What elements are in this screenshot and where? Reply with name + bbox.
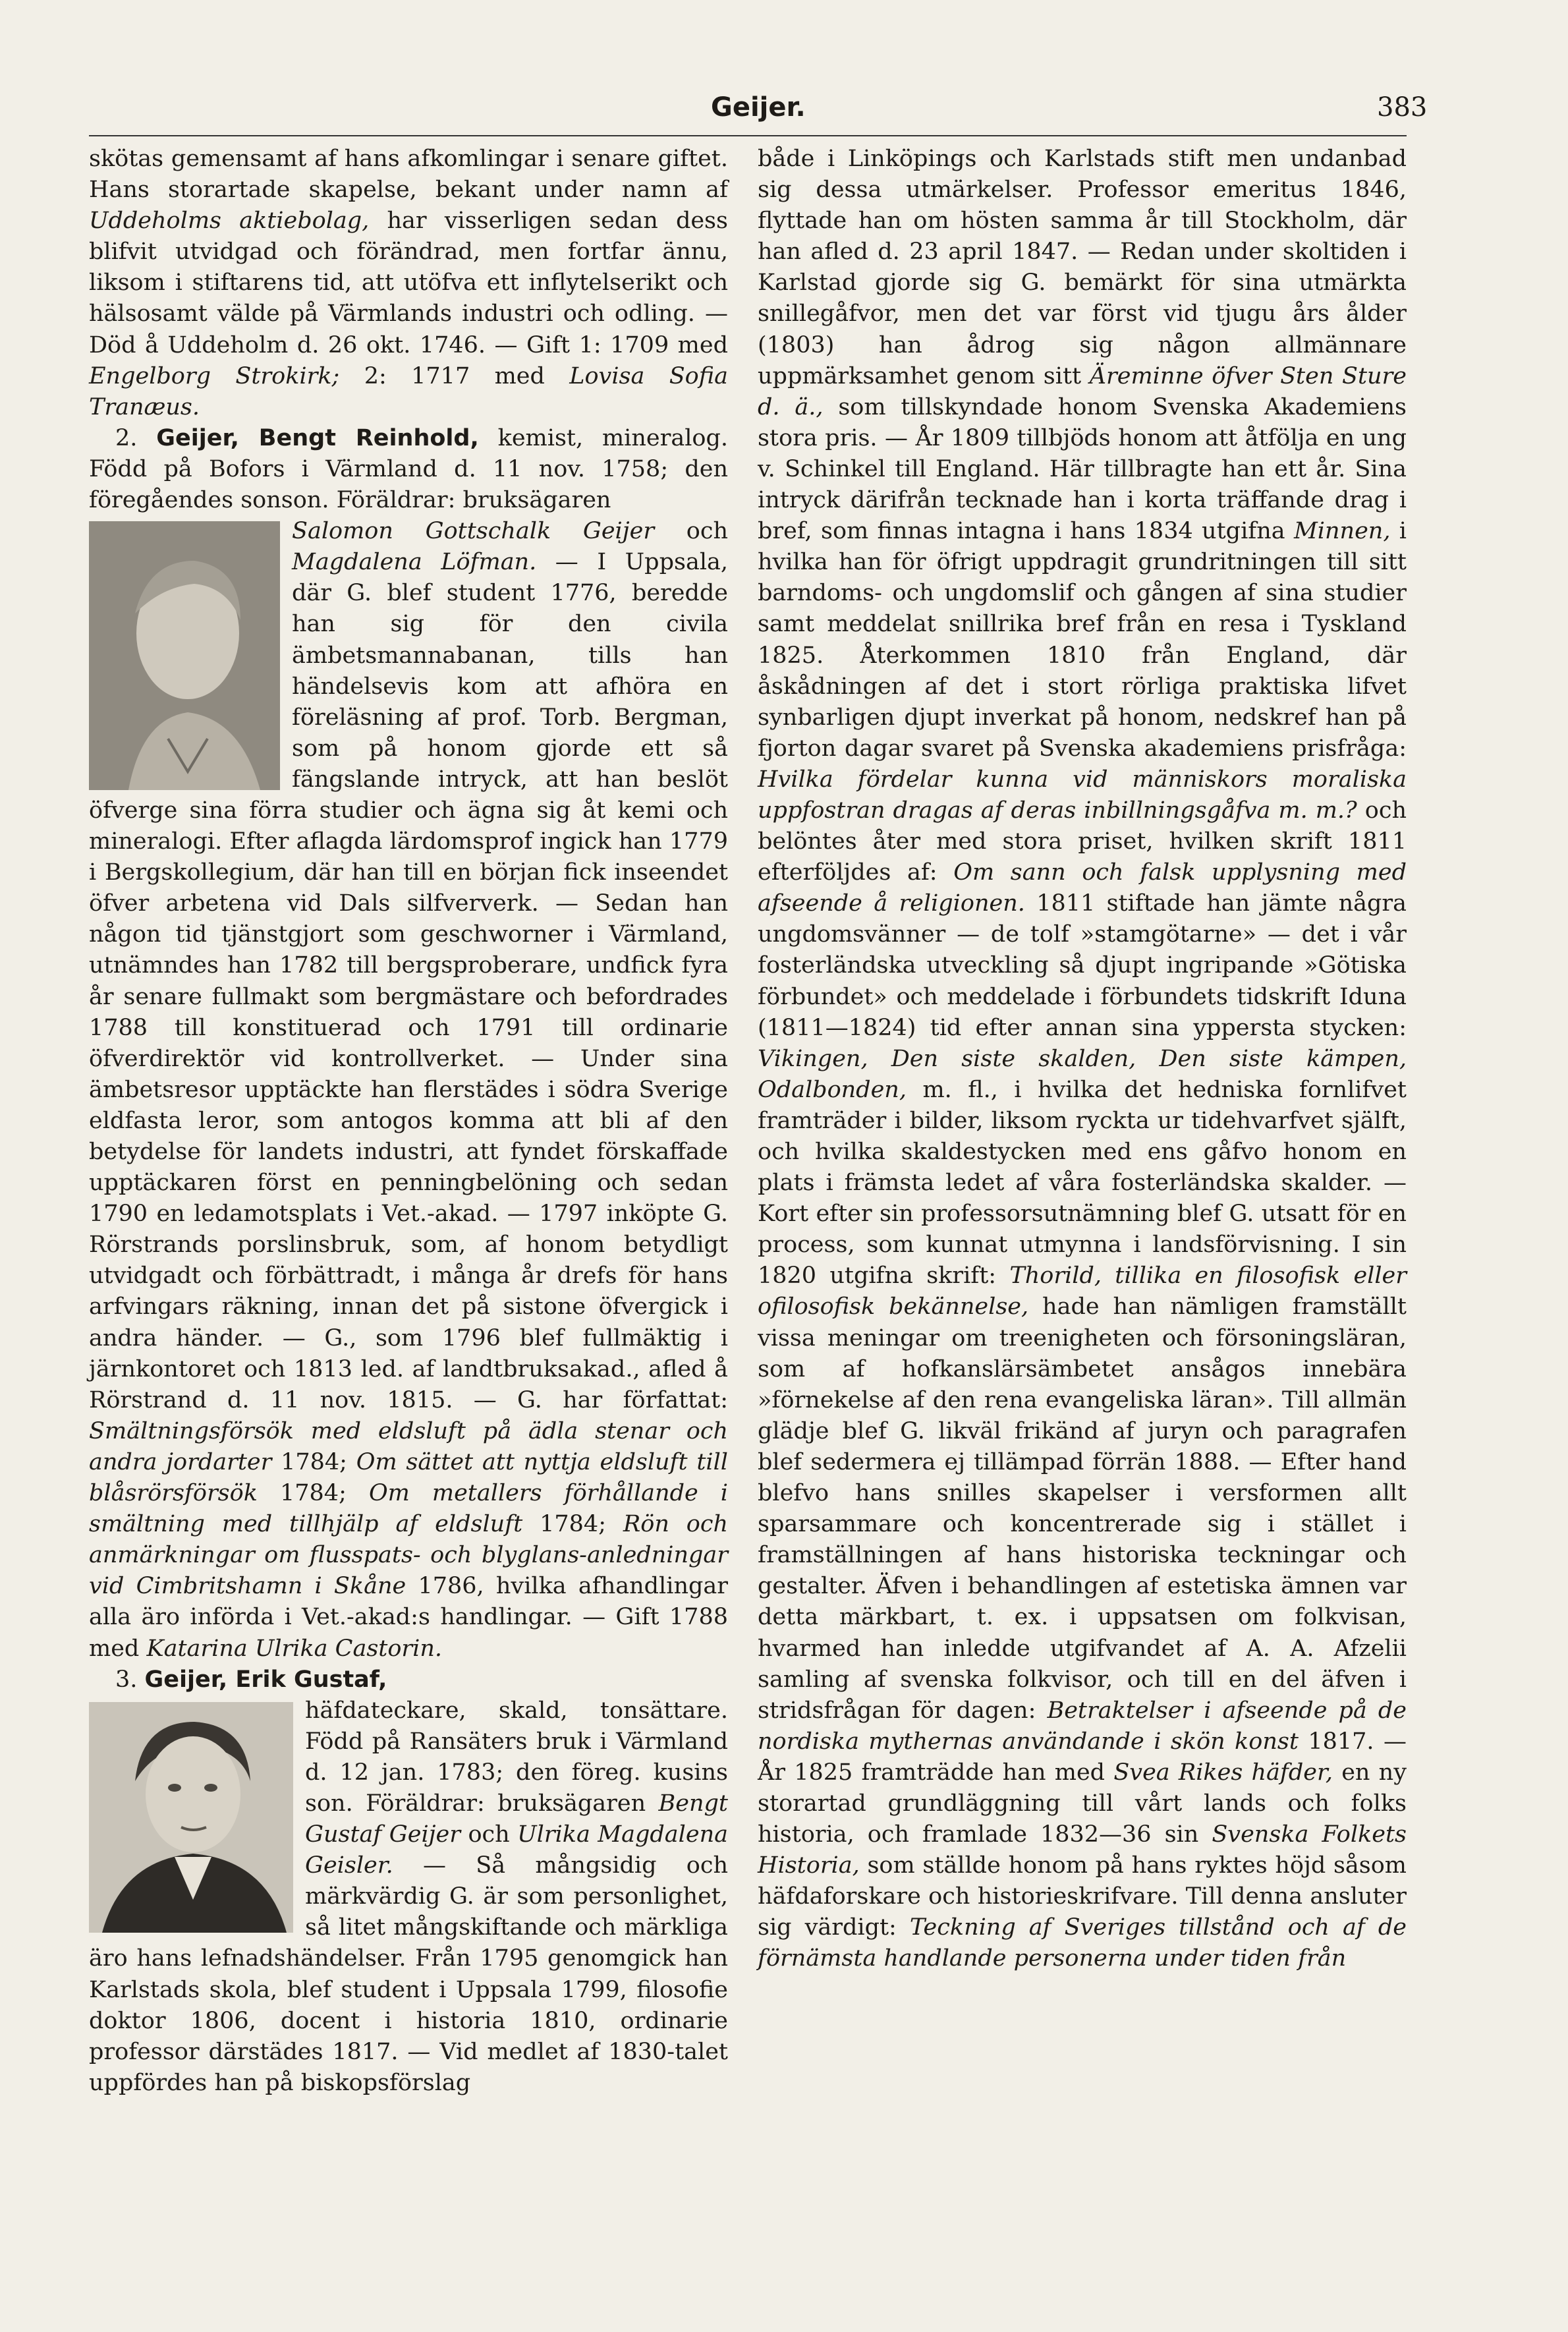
entry-heading: Geijer, Erik Gustaf, [144, 1666, 387, 1693]
portrait-image [89, 1702, 293, 1933]
right-column [758, 144, 1407, 1975]
running-title: Geijer. [711, 92, 806, 123]
left-column [89, 144, 728, 2099]
page-number: 383 [1377, 92, 1428, 123]
entry-2-body: Salomon Gottschalk Geijer och Magdalena Löfman. — I Uppsala, där G. blef student 1776, beredde han sig för den civila ämbetsmannabanan, tills han händelsevis kom att afhöra en föreläsning af prof. Torb. Bergman, som på honom gjorde ett så fängslande intryck, att han beslöt öfverge sina förra studier och ägna sig åt kemi och mineralogi. Efter aflagda lärdomsprof ingick han 1779 i Bergskollegium, där han till en början fick inseendet öfver arbetena vid Dals silfververk. — Sedan han någon tid tjänstgjort som geschworner i Värmland, utnämndes han 1782 till bergsproberare, undfick fyra år senare fullmakt som bergmästare och befordrades 1788 till konstituerad och 1791 till ordinarie öfverdirektör vid kontrollverket. — Under sina ämbetsresor upptäckte han flerstädes i södra Sverige eldfasta leror, som antogos komma att bli af den betydelse för landets industri, att fyndet förskaffade upptäckaren först en penningbelöning och sedan 1790 en ledamotsplats i Vet.-akad. — 1797 inköpte G. Rörstrands porslinsbruk, som, af honom betydligt utvidgadt och förbättradt, i många år drefs för hans arfvingars räkning, innan det på sistone öfvergick i andra händer. — G., som 1796 blef fullmäktig i järnkontoret och 1813 led. af landtbruksakad., afled å Rörstrand d. 11 nov. 1815. — G. har författat: Smältningsförsök med eldsluft på ädla stenar och andra jordarter 1784; Om sättet att nyttja eldsluft till blåsrörsförsök 1784; Om metallers förhållande i smältning med tillhjälp af eldsluft 1784; Rön och anmärkningar om flusspats- och blyglans-anledningar vid Cimbritshamn i Skåne 1786, hvilka afhandlingar alla äro införda i Vet.-akad:s handlingar. — Gift 1788 med Katarina Ulrika Castorin. [89, 518, 728, 1662]
entry-3-erik-gustaf: 3. Geijer, Erik Gustaf, [115, 1666, 387, 1693]
entry-2-bengt-reinhold: 2. Geijer, Bengt Reinhold, kemist, mineralog. Född på Bofors i Värmland d. 11 nov. 1758; den föregåendes sonson. Föräldrar: bruksägaren [89, 424, 728, 514]
entry-heading: Geijer, Bengt Reinhold, [156, 424, 479, 451]
portrait-bengt-reinhold-geijer [89, 521, 280, 790]
entry-3-body: häfdateckare, skald, tonsättare. Född på Ransäters bruk i Värmland d. 12 jan. 1783; den föreg. kusins son. Föräldrar: bruksägaren Bengt Gustaf Geijer och Ulrika Magdalena Geisler. — Så mångsidig och märkvärdig G. är som personlighet, så litet mångskiftande och märkliga äro hans lefnadshändelser. Från 1795 genomgick han Karlstads skola, blef student i Uppsala 1799, filosofie doktor 1806, docent i historia 1810, ordinarie professor därstädes 1817. — Vid medlet af 1830-talet uppfördes han på biskopsförslag [89, 1697, 728, 2096]
portrait-image [89, 521, 280, 790]
header-rule [89, 135, 1407, 136]
entry-1-continuation: skötas gemensamt af hans afkomlingar i senare giftet. Hans storartade skapelse, bekant under namn af Uddeholms aktiebolag, har visserligen sedan dess blifvit utvidgad och förändrad, men fortfar ännu, liksom i stiftarens tid, att utöfva ett inflytelserikt och hälsosamt välde på Värmlands industri och odling. — Död å Uddeholm d. 26 okt. 1746. — Gift 1: 1709 med Engelborg Strokirk; 2: 1717 med Lovisa Sofia Tranæus. [89, 146, 728, 420]
portrait-erik-gustaf-geijer [89, 1702, 293, 1933]
entry-3-continuation: både i Linköpings och Karlstads stift men undanbad sig dessa utmärkelser. Professor emeritus 1846, flyttade han om hösten samma år till Stockholm, där han afled d. 23 april 1847. — Redan under skoltiden i Karlstad gjorde sig G. bemärkt för sina utmärkta snillegåfvor, men det var först vid tjugu års ålder (1803) han ådrog sig någon allmännare uppmärksamhet genom sitt Äreminne öfver Sten Sture d. ä., som tillskyndade honom Svenska Akademiens stora pris. — År 1809 tillbjöds honom att åtfölja en ung v. Schinkel till England. Här tillbragte han ett år. Sina intryck därifrån tecknade han i korta träffande drag i bref, som finnas intagna i hans 1834 utgifna Minnen, i hvilka han för öfrigt uppdragit grundritningen till sitt barndoms- och ungdomslif och gången af sina studier samt meddelat snillrika bref från en resa i Tyskland 1825. Återkommen 1810 från England, där åskådningen af det i stort rörliga praktiska lifvet synbarligen djupt inverkat på honom, nedskref han på fjorton dagar svaret på Svenska akademiens prisfråga: Hvilka fördelar kunna vid människors moraliska uppfostran dragas af deras inbillningsgåfva m. m.? och belöntes åter med stora priset, hvilken skrift 1811 efterföljdes af: Om sann och falsk upplysning med afseende å religionen. 1811 stiftade han jämte några ungdomsvänner — de tolf »stamgötarne» — det i vår fosterländska utveckling så djupt ingripande »Götiska förbundet» och meddelade i förbundets tidskrift Iduna (1811—1824) tid efter annan sina yppersta stycken: Vikingen, Den siste skalden, Den siste kämpen, Odalbonden, m. fl., i hvilka det hedniska fornlifvet framträder i bilder, liksom ryckta ur tidehvarfvet själft, och hvilka skaldestycken med ens gåfvo honom en plats i främsta ledet af våra fosterländska skalder. — Kort efter sin professorsutnämning blef G. utsatt för en process, som kunnat utmynna i landsförvisning. I sin 1820 utgifna skrift: Thorild, tillika en filosofisk eller ofilosofisk bekännelse, hade han nämligen framställt vissa meningar om treenigheten och försoningsläran, som af hofkanslärsämbetet ansågos innebära »förnekelse af den rena evangeliska läran». Till allmän glädje blef G. likväl frikänd af juryn och paragrafen blef sedermera ej tillämpad förrän 1888. — Efter hand blefvo hans snilles skapelser i versformen allt sparsammare och koncentrerade sig i stället i framställningen af hans historiska teckningar och gestalter. Äfven i behandlingen af estetiska ämnen var detta märkbart, t. ex. i uppsatsen om folkvisan, hvarmed han inledde utgifvandet af A. A. Afzelii samling af svenska folkvisor, och till en del äfven i stridsfrågan för dagen: Betraktelser i afseende på de nordiska mythernas användande i skön konst 1817. — År 1825 framträdde han med Svea Rikes häfder, en ny storartad grundläggning till vårt lands och folks historia, och framlade 1832—36 sin Svenska Folkets Historia, som ställde honom på hans ryktes höjd såsom häfdaforskare och historieskrifvare. Till denna ansluter sig värdigt: Teckning af Sveriges tillstånd och af de förnämsta handlande personerna under tiden från [758, 146, 1407, 1972]
